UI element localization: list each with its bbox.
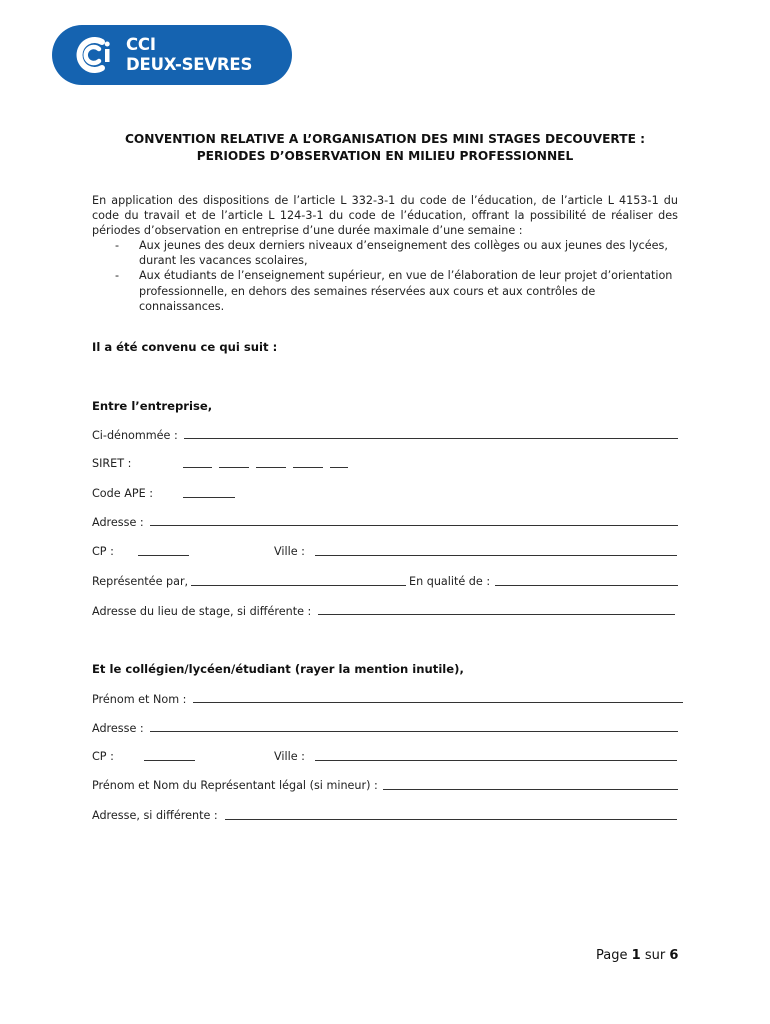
logo-line-2: DEUX-SEVRES [126,55,253,74]
company-name-field[interactable] [92,427,678,443]
page-number [596,948,678,963]
company-heading: Entre l’entreprise, [92,399,213,413]
bullet-dash: - [115,239,120,252]
siret-label: SIRET : [92,457,132,470]
list-item-line: durant les vacances scolaires, [139,254,308,268]
ape-code-label: Code APE : [92,487,153,500]
logo-line-1: CCI [126,35,156,54]
bullet-dash: - [115,269,120,283]
representative-label: Représentée par, [92,575,189,588]
student-cp-input-line[interactable] [144,749,195,761]
list-item-line: professionnelle, en dehors des semaines réservées aux cours et aux contrôles de connaissances. [139,284,596,313]
company-name-label: Ci-dénommée : [92,429,178,442]
alternate-address-input-line[interactable] [225,808,677,820]
of-word: sur [644,948,666,963]
document-title [90,131,680,165]
list-item-line: Aux jeunes des deux derniers niveaux d’enseignement des collèges ou aux jeunes des lycées, [139,239,668,252]
ape-code-field[interactable] [92,486,678,502]
internship-address-input-line[interactable] [318,603,675,615]
company-city-label: Ville : [274,545,305,558]
agreement-heading: Il a été convenu ce qui suit : [92,340,278,354]
student-name-label: Prénom et Nom : [92,693,187,706]
company-address-field[interactable] [92,514,678,530]
company-address-input-line[interactable] [150,514,678,526]
company-cp-city-field[interactable] [92,544,678,560]
list-item [92,268,678,314]
company-cp-label: CP : [92,545,114,558]
student-address-field[interactable] [92,720,678,736]
page-word: Page [596,948,628,963]
student-cp-city-field[interactable] [92,749,678,765]
title-line-2: PERIODES D’OBSERVATION EN MILIEU PROFESSIONNEL [196,149,574,163]
intro-paragraph: En application des dispositions de l’article L 332-3-1 du code de l’éducation, de l’article L 4153-1 du code du travail et de l’article L 124-3-1 du code de l’éducation, offrant la possibilité de réaliser des périodes d’observation en entreprise d’une durée maximale d’une semaine : [92,194,678,238]
list-item [92,238,678,268]
student-city-label: Ville : [274,750,305,763]
student-address-input-line[interactable] [150,720,678,732]
alternate-address-field[interactable] [92,808,678,824]
legal-representative-input-line[interactable] [383,778,678,790]
title-line-1: CONVENTION RELATIVE A L’ORGANISATION DES MINI STAGES DECOUVERTE : [124,132,646,146]
internship-address-field[interactable] [92,603,678,619]
quality-input-line[interactable] [495,574,678,586]
student-name-input-line[interactable] [193,691,683,703]
company-address-label: Adresse : [92,516,144,529]
siret-field[interactable] [92,456,678,472]
company-cp-input-line[interactable] [138,544,189,556]
student-address-label: Adresse : [92,722,144,735]
student-cp-label: CP : [92,750,114,763]
cci-logo [52,25,292,85]
ape-code-input-line[interactable] [183,486,235,498]
legal-representative-field[interactable] [92,778,678,794]
eligibility-list [92,238,678,314]
student-name-field[interactable] [92,691,678,707]
company-name-input-line[interactable] [184,427,678,439]
representative-input-line[interactable] [191,574,406,586]
company-city-input-line[interactable] [315,544,677,556]
current-page: 1 [631,948,641,963]
cci-logo-text [126,35,252,75]
cci-logo-mark-icon [72,34,116,76]
company-representative-field[interactable] [92,574,678,590]
legal-representative-label: Prénom et Nom du Représentant légal (si mineur) : [92,779,378,792]
student-heading: Et le collégien/lycéen/étudiant (rayer la mention inutile), [92,662,464,676]
alternate-address-label: Adresse, si différente : [92,809,218,822]
quality-label: En qualité de : [409,575,491,588]
student-city-input-line[interactable] [315,749,677,761]
siret-input-groups[interactable] [183,456,355,473]
internship-address-label: Adresse du lieu de stage, si différente : [92,605,312,618]
list-item-line: Aux étudiants de l’enseignement supérieur, en vue de l’élaboration de leur projet d’orientation [139,269,673,283]
total-pages: 6 [669,948,679,963]
